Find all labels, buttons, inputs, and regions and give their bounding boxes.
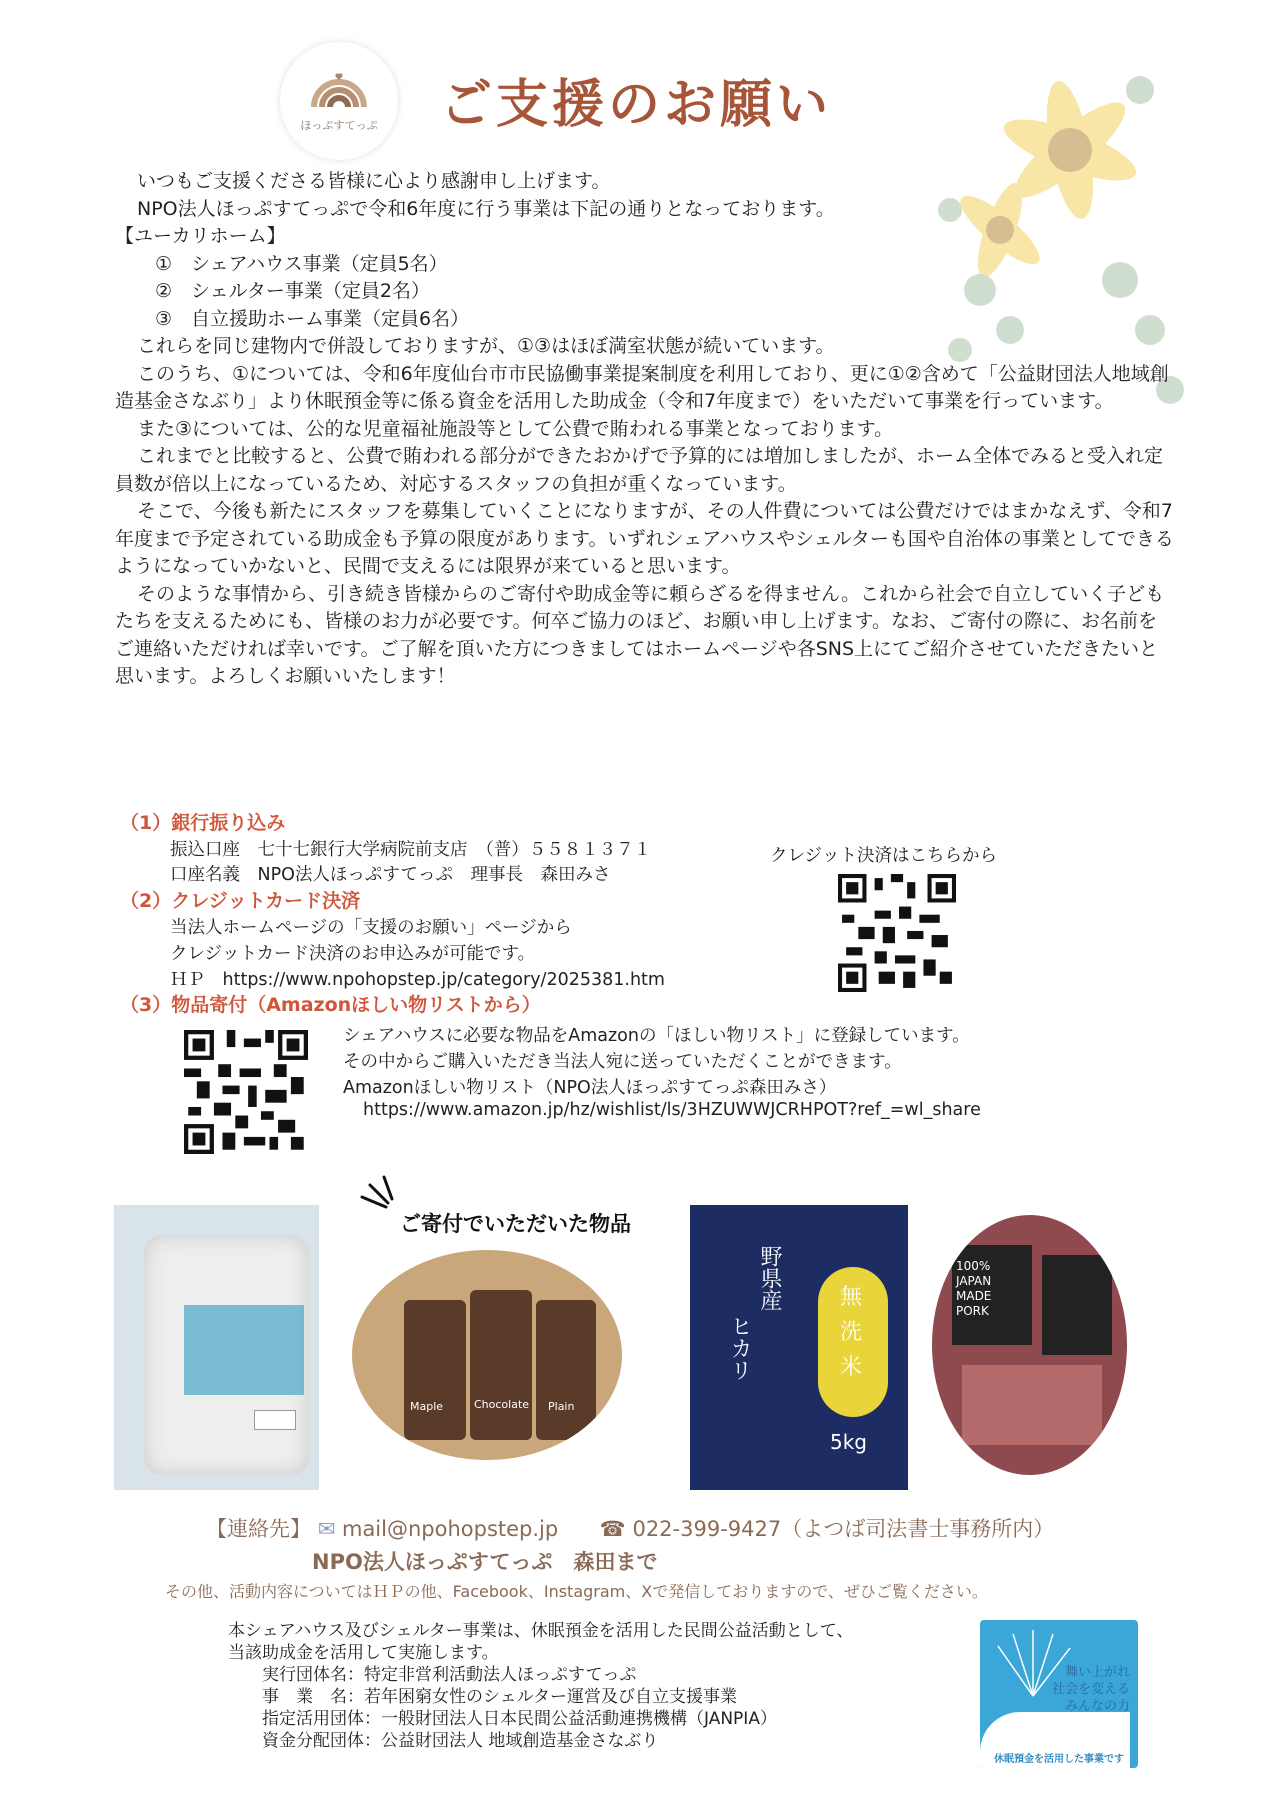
logo-slogan: 舞い上がれ	[1064, 1665, 1130, 1680]
mail-icon: ✉	[317, 1517, 336, 1541]
funding-line: 実行団体名：特定非営利活動法人ほっぷすてっぷ	[228, 1665, 637, 1685]
program-heading: 【ユーカリホーム】	[115, 225, 286, 247]
paragraph: そこで、今後も新たにスタッフを募集していくことになりますが、その人件費については公費だけではまかなえず、令和7年度まで予定されている助成金も予算の限度があります。いずれシェアハウスやシェルターも国や自治体の事業としてできるようになっていかないと、民間で支えるには限界が来ていると思います。	[115, 500, 1174, 577]
phone-link[interactable]: 022-399-9427（よつば司法書士事務所内）	[632, 1517, 1055, 1541]
photo-bread-cans	[352, 1250, 622, 1460]
logo-footer: 休眠預金を活用した事業です	[994, 1754, 1124, 1765]
email-link[interactable]: mail@npohopstep.jp	[341, 1517, 559, 1541]
dormant-deposit-logo	[980, 1620, 1138, 1768]
photo-bedding	[114, 1205, 319, 1490]
bank-account-name: 口座名義 NPO法人ほっぷすてっぷ 理事長 森田みさ	[170, 865, 611, 885]
credit-url-link[interactable]: ＨＰ https://www.npohopstep.jp/category/2025381.htm	[170, 970, 665, 990]
rice-text: ヒカリ	[727, 1315, 752, 1381]
logo	[280, 42, 398, 160]
funding-line: 本シェアハウス及びシェルター事業は、休眠預金を活用した民間公益活動として、	[228, 1621, 854, 1641]
program-item: ② シェルター事業（定員2名）	[155, 280, 430, 302]
rainbow-icon	[309, 62, 369, 112]
phone-icon: ☎	[599, 1517, 626, 1541]
body-text	[115, 168, 1175, 691]
paragraph: これまでと比較すると、公費で賄われる部分ができたおかげで予算的には増加しましたが、ホーム全体でみると受入れ定員数が倍以上になっているため、対応するスタッフの負担が重くなっています。	[115, 445, 1164, 495]
pork-text: 100% JAPAN MADE PORK	[956, 1259, 992, 1318]
intro-line: いつもご支援くださる皆様に心より感謝申し上げます。	[137, 170, 611, 192]
amazon-line: Amazonほしい物リスト（NPO法人ほっぷすてっぷ森田みさ）	[343, 1078, 837, 1098]
contact-note: その他、活動内容についてはＨＰの他、Facebook、Instagram、Xで発信しておりますので、ぜひご覧ください。	[165, 1582, 988, 1601]
funding-line: 指定活用団体：一般財団法人日本民間公益活動連携機構（JANPIA）	[228, 1709, 777, 1729]
amazon-heading: （3）物品寄付（Amazonほしい物リストから）	[120, 994, 541, 1016]
program-item: ① シェアハウス事業（定員5名）	[155, 252, 448, 275]
photo-pork-packs	[932, 1215, 1127, 1475]
paragraph: このうち、①については、令和6年度仙台市市民協働事業提案制度を利用しており、更に①②含めて「公益財団法人地域創造基金さなぶり」より休眠預金等に係る資金を活用した助成金（令和7年度まで）をいただいて事業を行っています。	[115, 362, 1169, 412]
credit-heading: （2）クレジットカード決済	[120, 890, 361, 912]
intro-line: NPO法人ほっぷすてっぷで令和6年度に行う事業は下記の通りとなっております。	[137, 197, 835, 220]
paragraph: これらを同じ建物内で併設しておりますが、①③はほぼ満室状態が続いています。	[137, 335, 835, 357]
contact-org: NPO法人ほっぷすてっぷ 森田まで	[312, 1550, 658, 1574]
bank-heading: （1）銀行振り込み	[120, 812, 286, 834]
credit-qr-caption: クレジット決済はこちらから	[770, 846, 998, 866]
page-title: ご支援のお願い	[440, 75, 833, 135]
rice-text: 米	[840, 1355, 863, 1380]
credit-line: クレジットカード決済のお申込みが可能です。	[170, 944, 536, 964]
bread-label: Maple	[410, 1400, 444, 1413]
donated-caption: ご寄付でいただいた物品	[400, 1212, 631, 1236]
amazon-url-link[interactable]: https://www.amazon.jp/hz/wishlist/ls/3HZUWWJCRHPOT?ref_=wl_share	[363, 1100, 981, 1120]
credit-qr-code[interactable]	[838, 874, 956, 992]
amazon-line: その中からご購入いただき当法人宛に送っていただくことができます。	[343, 1052, 902, 1072]
paragraph: そのような事情から、引き続き皆様からのご寄付や助成金等に頼らざるを得ません。これから社会で自立していく子どもたちを支えるためにも、皆様のお力が必要です。何卒ご協力のほど、お願い申し上げます。なお、ご寄付の際に、お名前をご連絡いただければ幸いです。ご了解を頂いた方につきましてはホームページや各SNS上にてご紹介させていただきたいと思います。よろしくお願いいたします！	[115, 582, 1165, 687]
amazon-line: シェアハウスに必要な物品をAmazonの「ほしい物リスト」に登録しています。	[343, 1026, 970, 1046]
photo-rice-bags	[690, 1205, 908, 1490]
funding-line: 資金分配団体：公益財団法人 地域創造基金さなぶり	[228, 1731, 659, 1751]
bread-label: Plain	[548, 1400, 575, 1413]
bread-label: Chocolate	[474, 1398, 530, 1411]
funding-line: 事 業 名：若年困窮女性のシェルター運営及び自立支援事業	[228, 1687, 737, 1707]
funding-text	[228, 1620, 853, 1752]
amazon-qr-code[interactable]	[184, 1030, 308, 1154]
credit-line: 当法人ホームページの「支援のお願い」ページから	[170, 918, 572, 938]
rice-text: 無	[840, 1285, 863, 1310]
program-item: ③ 自立援助ホーム事業（定員6名）	[155, 307, 470, 330]
paragraph: また③については、公的な児童福祉施設等として公費で賄われる事業となっております。	[137, 417, 894, 440]
rice-text: 野県産	[757, 1245, 782, 1311]
funding-line: 当該助成金を活用して実施します。	[228, 1643, 499, 1663]
logo-caption: ほっぷすてっぷ	[300, 119, 378, 132]
bank-account: 振込口座 七十七銀行大学病院前支店 （普）５５８１３７１	[170, 840, 652, 860]
contact-line	[206, 1513, 1054, 1543]
rice-text: 5kg	[830, 1430, 868, 1454]
logo-slogan: 社会を変える	[1051, 1682, 1130, 1697]
rice-text: 洗	[840, 1320, 863, 1345]
contact-label: 【連絡先】	[206, 1517, 311, 1541]
logo-slogan: みんなの力	[1064, 1699, 1130, 1714]
